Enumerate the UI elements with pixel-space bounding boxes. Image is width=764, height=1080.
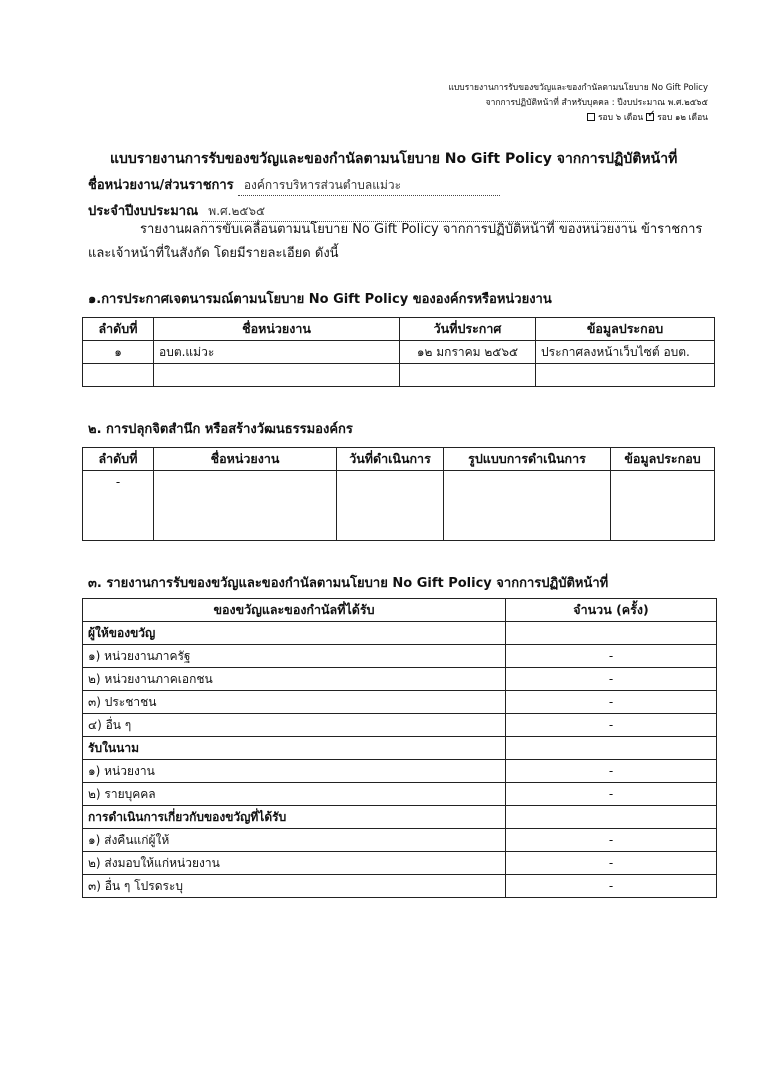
table-row — [83, 645, 717, 668]
table-cell: - — [506, 783, 717, 806]
intro-paragraph: รายงานผลการขับเคลื่อนตามนโยบาย No Gift Policy จากการปฏิบัติหน้าที่ ของหน่วยงาน ข้าราชการ และเจ้าหน้าที่ในสังกัด โดยมีรายละเอียด ดังนี้ — [88, 222, 703, 261]
table-header-row — [83, 318, 715, 341]
group-heading: ผู้ให้ของขวัญ — [83, 622, 506, 645]
table-row — [83, 364, 715, 387]
group-heading-row — [83, 622, 717, 645]
section1-title: ๑.การประกาศเจตนารมณ์ตามนโยบาย No Gift Policy ขององค์กรหรือหน่วยงาน — [88, 292, 552, 307]
table-cell — [506, 737, 717, 760]
form-header-line1: แบบรายงานการรับของขวัญและของกำนัลตามนโยบาย No Gift Policy — [448, 83, 708, 93]
table-row — [83, 714, 717, 737]
col-header: ลำดับที่ — [83, 448, 154, 471]
table-cell: - — [506, 875, 717, 898]
col-header: ของขวัญและของกำนัลที่ได้รับ — [83, 599, 506, 622]
round12-checkbox[interactable] — [646, 113, 654, 121]
col-header: ชื่อหน่วยงาน — [154, 448, 337, 471]
table-row — [83, 760, 717, 783]
table-cell: - — [83, 471, 154, 541]
col-header: ชื่อหน่วยงาน — [154, 318, 400, 341]
table-cell: ๑) หน่วยงานภาครัฐ — [83, 645, 506, 668]
section3-table — [82, 598, 717, 898]
group-heading: การดำเนินการเกี่ยวกับของขวัญที่ได้รับ — [83, 806, 506, 829]
table-row — [83, 471, 715, 541]
agency-field — [88, 174, 500, 196]
table-cell — [83, 364, 154, 387]
table-cell: ๑) หน่วยงาน — [83, 760, 506, 783]
table-cell — [506, 806, 717, 829]
round6-label: รอบ ๖ เดือน — [597, 113, 644, 123]
col-header: ข้อมูลประกอบ — [611, 448, 715, 471]
table-cell — [536, 364, 715, 387]
form-header-line2: จากการปฏิบัติหน้าที่ สำหรับบุคคล : ปีงบประมาณ พ.ศ.๒๕๖๕ — [485, 98, 708, 108]
table-row — [83, 783, 717, 806]
table-cell — [154, 364, 400, 387]
col-header: รูปแบบการดำเนินการ — [444, 448, 611, 471]
table-cell: ๑) ส่งคืนแก่ผู้ให้ — [83, 829, 506, 852]
table-cell: ๒) ส่งมอบให้แก่หน่วยงาน — [83, 852, 506, 875]
table-cell — [444, 471, 611, 541]
agency-label: ชื่อหน่วยงาน/ส่วนราชการ — [88, 178, 234, 193]
table-cell: ๑๒ มกราคม ๒๕๖๕ — [400, 341, 536, 364]
table-cell — [506, 622, 717, 645]
round6-checkbox[interactable] — [587, 113, 595, 121]
table-header-row — [83, 448, 715, 471]
table-cell — [400, 364, 536, 387]
table-cell: - — [506, 829, 717, 852]
table-cell — [337, 471, 444, 541]
table-row — [83, 852, 717, 875]
table-row — [83, 668, 717, 691]
group-heading-row — [83, 737, 717, 760]
col-header: ข้อมูลประกอบ — [536, 318, 715, 341]
col-header: วันที่ดำเนินการ — [337, 448, 444, 471]
table-row — [83, 829, 717, 852]
section1-table — [82, 317, 715, 387]
col-header: จำนวน (ครั้ง) — [506, 599, 717, 622]
group-heading-row — [83, 806, 717, 829]
section3-title: ๓. รายงานการรับของขวัญและของกำนัลตามนโยบาย No Gift Policy จากการปฏิบัติหน้าที่ — [88, 576, 609, 591]
table-cell: อบต.แม่วะ — [154, 341, 400, 364]
table-cell: - — [506, 691, 717, 714]
group-heading: รับในนาม — [83, 737, 506, 760]
table-cell: - — [506, 852, 717, 875]
fiscal-year-label: ประจำปีงบประมาณ — [88, 204, 199, 219]
table-cell: ๓) อื่น ๆ โปรดระบุ — [83, 875, 506, 898]
table-cell: ๒) หน่วยงานภาคเอกชน — [83, 668, 506, 691]
table-row — [83, 875, 717, 898]
agency-value: องค์การบริหารส่วนตำบลแม่วะ — [238, 176, 500, 196]
document-title: แบบรายงานการรับของขวัญและของกำนัลตามนโยบาย No Gift Policy จากการปฏิบัติหน้าที่ — [110, 151, 678, 167]
table-cell: ประกาศลงหน้าเว็บไซต์ อบต. — [536, 341, 715, 364]
table-row — [83, 691, 717, 714]
table-cell: ๓) ประชาชน — [83, 691, 506, 714]
table-row — [83, 341, 715, 364]
section2-title: ๒. การปลุกจิตสำนึก หรือสร้างวัฒนธรรมองค์กร — [88, 422, 353, 437]
round12-label: รอบ ๑๒ เดือน — [657, 113, 708, 123]
table-cell: - — [506, 668, 717, 691]
table-cell: - — [506, 645, 717, 668]
col-header: ลำดับที่ — [83, 318, 154, 341]
report-round-options — [587, 110, 708, 124]
table-cell — [611, 471, 715, 541]
fiscal-year-value: พ.ศ.๒๕๖๕ — [202, 202, 634, 222]
table-header-row — [83, 599, 717, 622]
table-cell: - — [506, 760, 717, 783]
section2-table — [82, 447, 715, 541]
table-cell: ๒) รายบุคคล — [83, 783, 506, 806]
table-cell: ๔) อื่น ๆ — [83, 714, 506, 737]
table-cell: ๑ — [83, 341, 154, 364]
table-cell — [154, 471, 337, 541]
col-header: วันที่ประกาศ — [400, 318, 536, 341]
table-cell: - — [506, 714, 717, 737]
